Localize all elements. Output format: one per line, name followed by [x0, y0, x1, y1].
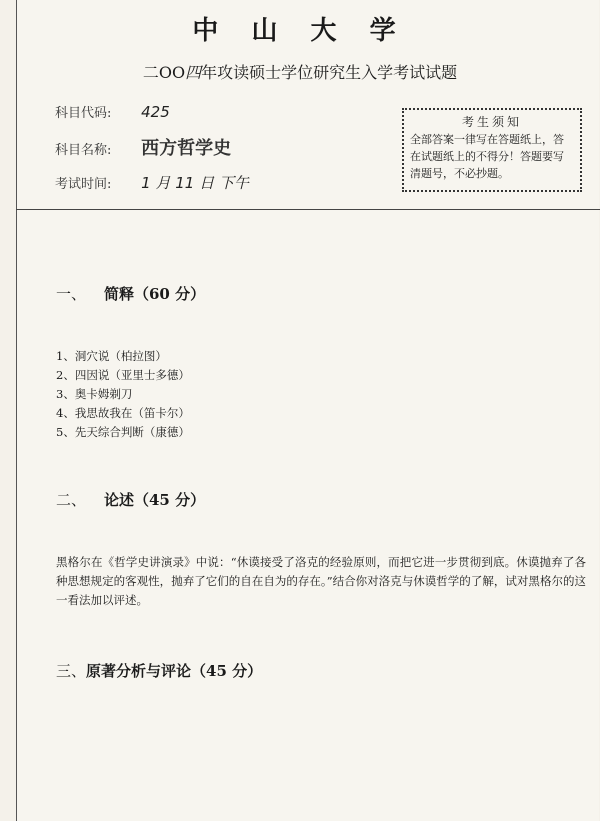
university-name: 中 山 大 学	[192, 16, 408, 46]
subject-code-field	[55, 102, 170, 121]
header-divider	[16, 209, 600, 210]
notice-title: 考生须知	[461, 115, 522, 129]
question-item: 1、洞穴说（柏拉图）	[56, 349, 167, 363]
exam-time-value: 1 月 11 日 下午	[141, 174, 249, 192]
section-1-heading	[56, 283, 205, 304]
exam-time-label: 考试时间:	[55, 177, 112, 192]
exam-time-field	[55, 172, 249, 193]
question-item: 3、奥卡姆剃刀	[56, 387, 133, 401]
notice-body: 全部答案一律写在答题纸上，答在试题纸上的不得分！答题要写清题号，不必抄题。	[410, 133, 564, 180]
exam-title	[0, 60, 600, 83]
question-item: 4、我思故我在（笛卡尔）	[56, 406, 190, 420]
section-3-heading	[56, 660, 262, 681]
section-2-question-text: 黑格尔在《哲学史讲演录》中说：“休谟接受了洛克的经验原则，而把它进一步贯彻到底。休谟抛弃了各种思想规定的客观性，抛弃了它们的自在自为的存在。”结合你对洛克与休谟哲学的了解，试对黑格尔的这一看法加以评述。	[56, 555, 586, 607]
section-1-question-list	[56, 347, 190, 442]
candidate-notice-box	[402, 108, 582, 192]
section-1-number: 一、	[56, 285, 87, 303]
section-1-title: 简释（60 分）	[104, 285, 206, 303]
question-item: 5、先天综合判断（康德）	[56, 425, 190, 439]
exam-title-prefix: 二OO	[142, 63, 186, 82]
subject-code-label: 科目代码:	[55, 106, 112, 121]
section-2-number: 二、	[56, 491, 87, 509]
question-item: 2、四因说（亚里士多德）	[56, 368, 190, 382]
subject-name-field	[55, 134, 231, 160]
section-3-number: 三、	[56, 662, 87, 680]
section-2-title: 论述（45 分）	[104, 491, 206, 509]
exam-title-suffix: 年攻读硕士学位研究生入学考试试题	[201, 63, 458, 82]
subject-name-value: 西方哲学史	[141, 138, 232, 159]
exam-title-year-handwritten: 四	[185, 63, 202, 82]
section-2-heading	[56, 489, 205, 510]
section-3-title: 原著分析与评论（45 分）	[86, 662, 263, 680]
subject-code-value: 425	[141, 103, 170, 121]
subject-name-label: 科目名称:	[55, 143, 112, 158]
